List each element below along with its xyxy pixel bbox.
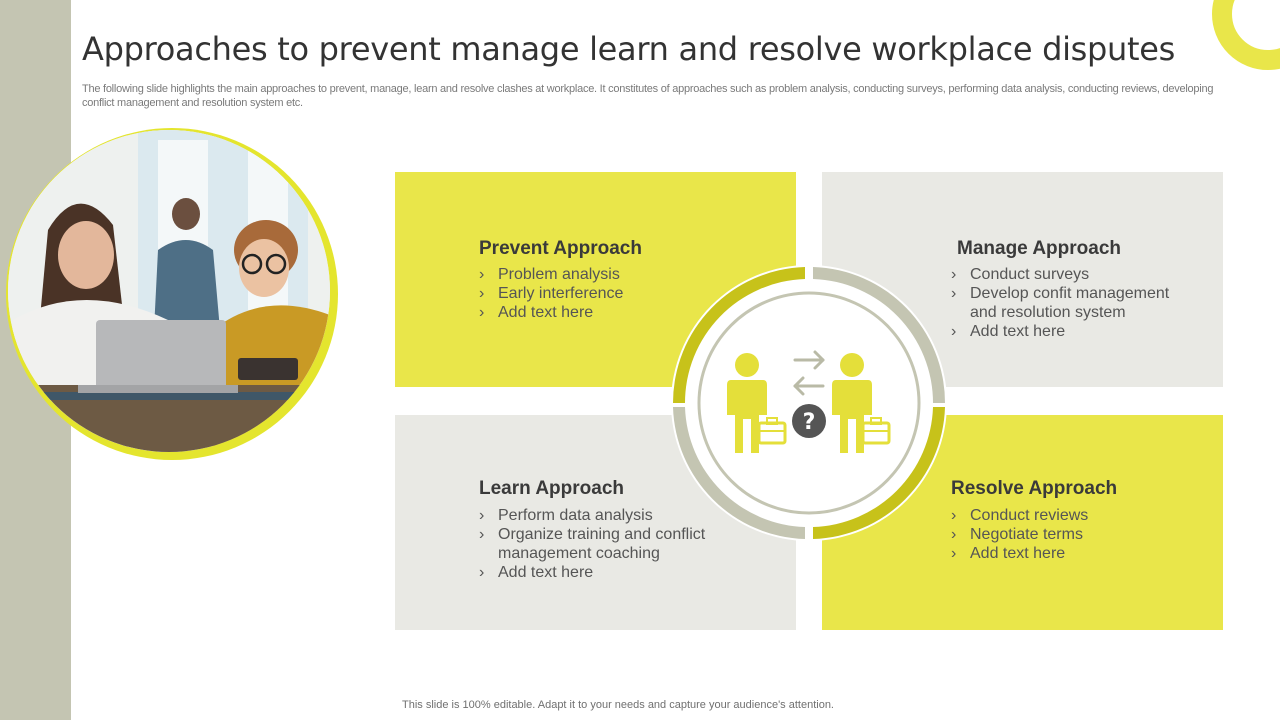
svg-text:?: ?: [802, 410, 816, 435]
slide-subtitle: The following slide highlights the main approaches to prevent, manage, learn and resolve clashes at workplace. It constitutes of approaches such as problem analysis, conducting surveys, performing data analysis, conducting reviews, developing conflict management and resolution system etc.: [82, 83, 1214, 109]
photo-circle: [8, 130, 330, 452]
list-item: › Add text here: [479, 303, 739, 322]
manage-approach-list: [951, 265, 1191, 341]
list-item: › Problem analysis: [479, 265, 739, 284]
list-item: › Develop confit management and resolution system: [951, 284, 1191, 322]
list-item: › Conduct surveys: [951, 265, 1191, 284]
list-item: › Perform data analysis: [479, 506, 739, 525]
list-item: › Conduct reviews: [951, 506, 1191, 525]
list-item: › Organize training and conflict management coaching: [479, 525, 739, 563]
center-graphic: [659, 253, 959, 553]
list-item: › Early interference: [479, 284, 739, 303]
learn-approach-heading: Learn Approach: [479, 478, 624, 499]
list-item: › Add text here: [951, 544, 1191, 563]
list-item: › Add text here: [951, 322, 1191, 341]
team-photo: [6, 128, 338, 460]
resolve-approach-heading: Resolve Approach: [951, 478, 1118, 499]
prevent-approach-heading: Prevent Approach: [479, 238, 642, 259]
question-mark-icon: [792, 404, 826, 438]
resolve-approach-list: [951, 506, 1191, 563]
center-circle-graphic: [659, 253, 959, 553]
team-at-laptop-illustration: [8, 130, 330, 452]
slide-title: Approaches to prevent manage learn and resolve workplace disputes: [82, 30, 1176, 68]
list-item: › Negotiate terms: [951, 525, 1191, 544]
corner-ring-decoration: [1212, 0, 1280, 70]
footer-text: This slide is 100% editable. Adapt it to your needs and capture your audience's attention.: [402, 699, 834, 711]
list-item: › Add text here: [479, 563, 739, 582]
manage-approach-heading: Manage Approach: [957, 238, 1121, 259]
